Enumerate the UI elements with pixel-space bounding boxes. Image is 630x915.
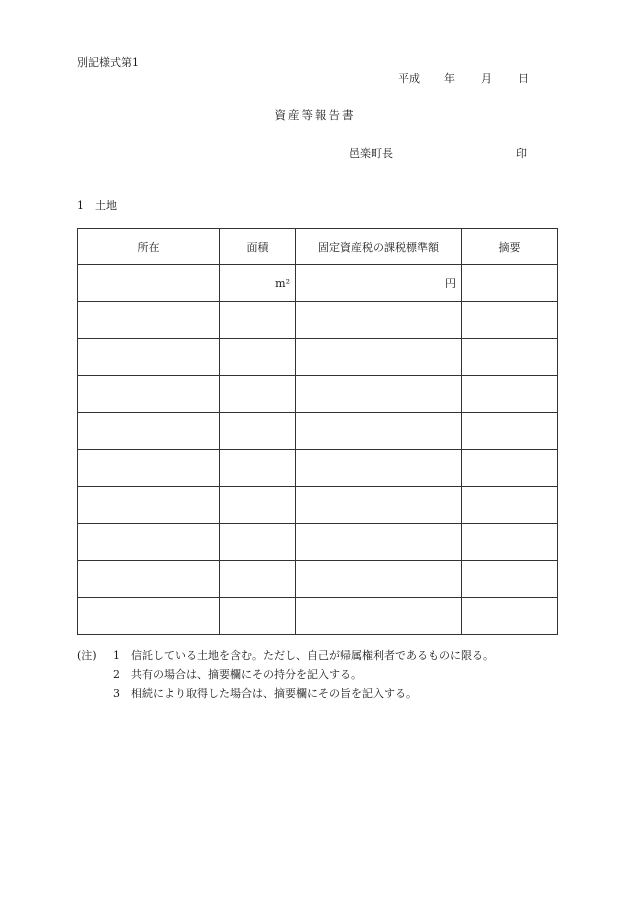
remarks-cell[interactable] — [462, 413, 558, 450]
table-row — [78, 413, 558, 450]
area-cell[interactable] — [220, 561, 296, 598]
tax-base-cell[interactable] — [296, 524, 462, 561]
remarks-cell[interactable] — [462, 450, 558, 487]
section-heading: 1 土地 — [77, 199, 117, 212]
remarks-cell[interactable] — [462, 302, 558, 339]
location-cell[interactable] — [78, 524, 220, 561]
tax-base-cell[interactable] — [296, 450, 462, 487]
area-cell[interactable] — [220, 598, 296, 635]
note-text: 信託している土地を含む。ただし、自己が帰属権利者であるものに限る。 — [131, 649, 494, 662]
location-cell[interactable] — [78, 561, 220, 598]
location-cell[interactable] — [78, 302, 220, 339]
remarks-cell[interactable] — [462, 561, 558, 598]
note-item — [77, 688, 577, 707]
table-row — [78, 265, 558, 302]
seal-mark: 印 — [516, 147, 527, 160]
area-cell[interactable] — [220, 524, 296, 561]
tax-base-cell[interactable] — [296, 561, 462, 598]
form-number: 別記様式第1 — [77, 56, 139, 69]
note-number: 3 — [113, 687, 120, 700]
remarks-cell[interactable] — [462, 487, 558, 524]
column-header-area: 面積 — [220, 229, 296, 265]
area-cell[interactable] — [220, 302, 296, 339]
table-row — [78, 302, 558, 339]
area-cell[interactable] — [220, 376, 296, 413]
date-year-label: 年 — [444, 72, 455, 85]
location-cell[interactable] — [78, 487, 220, 524]
location-cell[interactable] — [78, 450, 220, 487]
note-number: 2 — [113, 668, 120, 681]
tax-base-cell[interactable] — [296, 339, 462, 376]
table-row — [78, 524, 558, 561]
table-row — [78, 487, 558, 524]
table-row — [78, 376, 558, 413]
table-row — [78, 339, 558, 376]
table-header-row — [78, 229, 558, 265]
area-cell[interactable] — [220, 339, 296, 376]
yen-unit: 円 — [445, 277, 456, 290]
remarks-cell[interactable] — [462, 524, 558, 561]
date-line — [398, 73, 528, 85]
tax-base-cell[interactable] — [296, 302, 462, 339]
note-text: 共有の場合は、摘要欄にその持分を記入する。 — [131, 668, 362, 681]
land-table — [77, 228, 558, 635]
table-row — [78, 450, 558, 487]
table-row — [78, 598, 558, 635]
tax-base-cell[interactable] — [296, 413, 462, 450]
area-cell[interactable] — [220, 487, 296, 524]
notes-label: (注) — [77, 649, 97, 662]
location-cell[interactable] — [78, 413, 220, 450]
remarks-cell[interactable] — [462, 376, 558, 413]
date-month-label: 月 — [481, 72, 492, 85]
location-cell[interactable] — [78, 265, 220, 302]
area-cell[interactable] — [220, 265, 296, 302]
column-header-tax-base: 固定資産税の課税標準額 — [296, 229, 462, 265]
location-cell[interactable] — [78, 339, 220, 376]
note-item — [77, 669, 577, 688]
area-cell[interactable] — [220, 413, 296, 450]
tax-base-cell[interactable] — [296, 487, 462, 524]
note-number: 1 — [113, 649, 120, 662]
remarks-cell[interactable] — [462, 339, 558, 376]
tax-base-cell[interactable] — [296, 376, 462, 413]
column-header-remarks: 摘要 — [462, 229, 558, 265]
tax-base-cell[interactable] — [296, 265, 462, 302]
document-title: 資産等報告書 — [274, 108, 356, 122]
note-text: 相続により取得した場合は、摘要欄にその旨を記入する。 — [131, 687, 417, 700]
location-cell[interactable] — [78, 598, 220, 635]
table-row — [78, 561, 558, 598]
note-item — [77, 650, 577, 669]
area-cell[interactable] — [220, 450, 296, 487]
remarks-cell[interactable] — [462, 598, 558, 635]
date-day-label: 日 — [518, 72, 529, 85]
recipient: 邑楽町長 — [349, 147, 393, 160]
area-unit: m² — [275, 276, 290, 290]
date-era: 平成 — [398, 72, 420, 85]
column-header-location: 所在 — [78, 229, 220, 265]
location-cell[interactable] — [78, 376, 220, 413]
notes — [77, 650, 577, 707]
remarks-cell[interactable] — [462, 265, 558, 302]
tax-base-cell[interactable] — [296, 598, 462, 635]
